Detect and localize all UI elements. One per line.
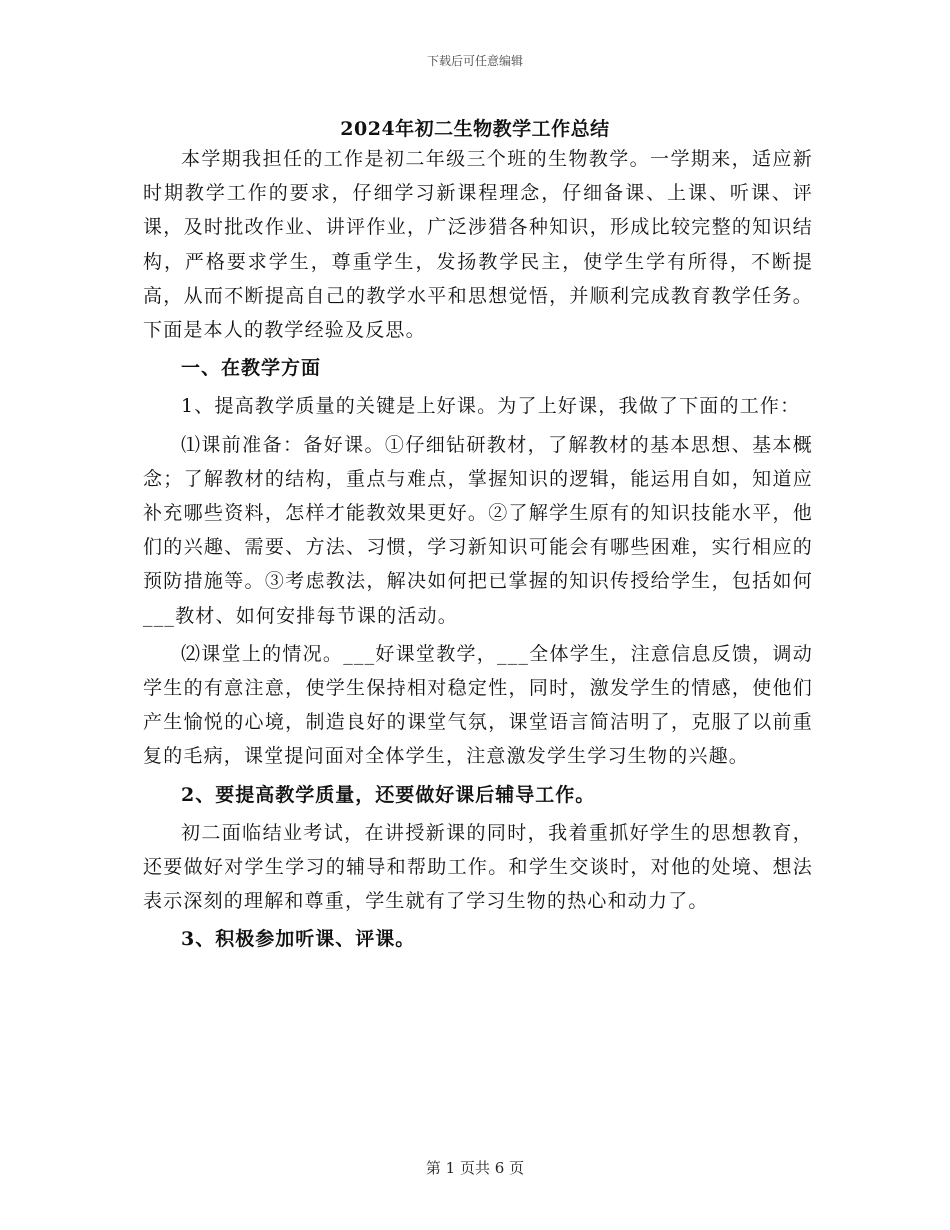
page-header-note: 下载后可任意编辑 [426, 54, 523, 68]
document-body [143, 142, 813, 957]
item-2-paragraph: 初二面临结业考试，在讲授新课的同时，我着重抓好学生的思想教育，还要做好对学生学习的辅导和帮助工作。和学生交谈时，对他的处境、想法表示深刻的理解和尊重，学生就有了学习生物的热心和动力了。 [143, 821, 813, 913]
item-2-heading: 2、要提高教学质量，还要做好课后辅导工作。 [181, 783, 596, 806]
item-1-paragraph: 1、提高教学质量的关键是上好课。为了上好课，我做了下面的工作： [181, 395, 801, 418]
item-1-sub-1-paragraph: ⑴课前准备：备好课。①仔细钻研教材，了解教材的基本思想、基本概念；了解教材的结构，重点与难点，掌握知识的逻辑，能运用自如，知道应补充哪些资料，怎样才能教效果更好。②了解学生原有的知识技能水平，他们的兴趣、需要、方法、习惯，学习新知识可能会有哪些困难，实行相应的预防措施等。③考虑教法，解决如何把已掌握的知识传授给学生，包括如何___教材、如何安排每节课的活动。 [143, 433, 813, 627]
document-title: 2024年初二生物教学工作总结 [340, 118, 610, 140]
page-number: 第 1 页共 6 页 [425, 1159, 525, 1177]
section-heading-teaching: 一、在教学方面 [181, 357, 322, 380]
item-1-sub-2-paragraph: ⑵课堂上的情况。___好课堂教学，___全体学生，注意信息反馈，调动学生的有意注意，使学生保持相对稳定性，同时，激发学生的情感，使他们产生愉悦的心境，制造良好的课堂气氛，课堂语言简洁明了，克服了以前重复的毛病，课堂提问面对全体学生，注意激发学生学习生物的兴趣。 [143, 642, 813, 768]
intro-paragraph: 本学期我担任的工作是初二年级三个班的生物教学。一学期来，适应新时期教学工作的要求，仔细学习新课程理念，仔细备课、上课、听课、评课，及时批改作业、讲评作业，广泛涉猎各种知识，形成比较完整的知识结构，严格要求学生，尊重学生，发扬教学民主，使学生学有所得，不断提高，从而不断提高自己的教学水平和思想觉悟，并顺利完成教育教学任务。下面是本人的教学经验及反思。 [143, 148, 813, 342]
item-3-heading: 3、积极参加听课、评课。 [181, 928, 416, 951]
